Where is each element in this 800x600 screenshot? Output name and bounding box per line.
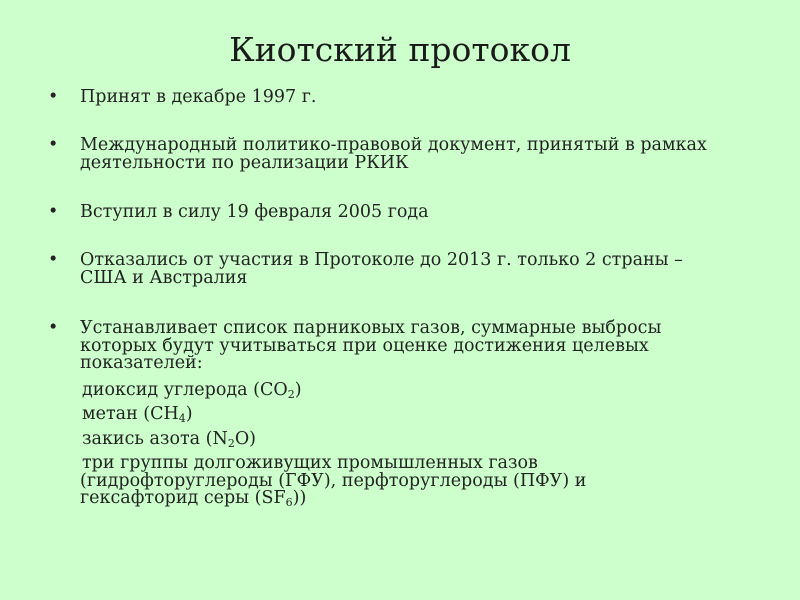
bullet-marker: • [48, 250, 59, 270]
gas-text: три группы долгоживущих промышленных газов (гидрофторуглероды (ГФУ), перфторуглероды (ПФУ) и гексафторид серы (SF [80, 453, 587, 508]
bullet-marker: • [48, 202, 59, 222]
gas-text: закись азота (N [82, 429, 228, 449]
gas-n2o [80, 431, 680, 449]
gas-text: диоксид углерода (CO [82, 380, 288, 400]
gas-text-after: O) [234, 429, 256, 449]
gas-text-after: )) [292, 488, 307, 508]
gas-subscript: 4 [178, 412, 186, 425]
bullet-adopted [48, 89, 728, 107]
gas-subscript: 2 [287, 388, 295, 401]
bullet-text: Принят в декабре 1997 г. [80, 87, 317, 107]
slide-title: Киотский протокол [229, 30, 571, 69]
bullet-refused [48, 252, 728, 287]
gas-subscript: 6 [285, 496, 293, 509]
bullet-text: Устанавливает список парниковых газов, суммарные выбросы которых будут учитываться при оценке достижения целевых показателей: [80, 318, 662, 373]
bullet-gas-list [48, 320, 728, 373]
bullet-entered-force [48, 204, 728, 222]
gas-subscript: 2 [227, 437, 235, 450]
gas-ch4 [80, 406, 680, 424]
bullet-marker: • [48, 87, 59, 107]
bullet-marker: • [48, 135, 59, 155]
bullet-text: Отказались от участия в Протоколе до 2013 г. только 2 страны – США и Австралия [80, 250, 683, 288]
gas-text: метан (CH [82, 404, 179, 424]
bullet-text: Международный политико-правовой документ, принятый в рамках деятельности по реализации РКИК [80, 135, 707, 173]
gas-co2 [80, 382, 680, 400]
bullet-marker: • [48, 318, 59, 338]
gas-fluorinated [80, 455, 640, 508]
bullet-text: Вступил в силу 19 февраля 2005 года [80, 202, 429, 222]
bullet-document [48, 137, 728, 172]
gas-text-after: ) [185, 404, 193, 424]
gas-text-after: ) [294, 380, 302, 400]
